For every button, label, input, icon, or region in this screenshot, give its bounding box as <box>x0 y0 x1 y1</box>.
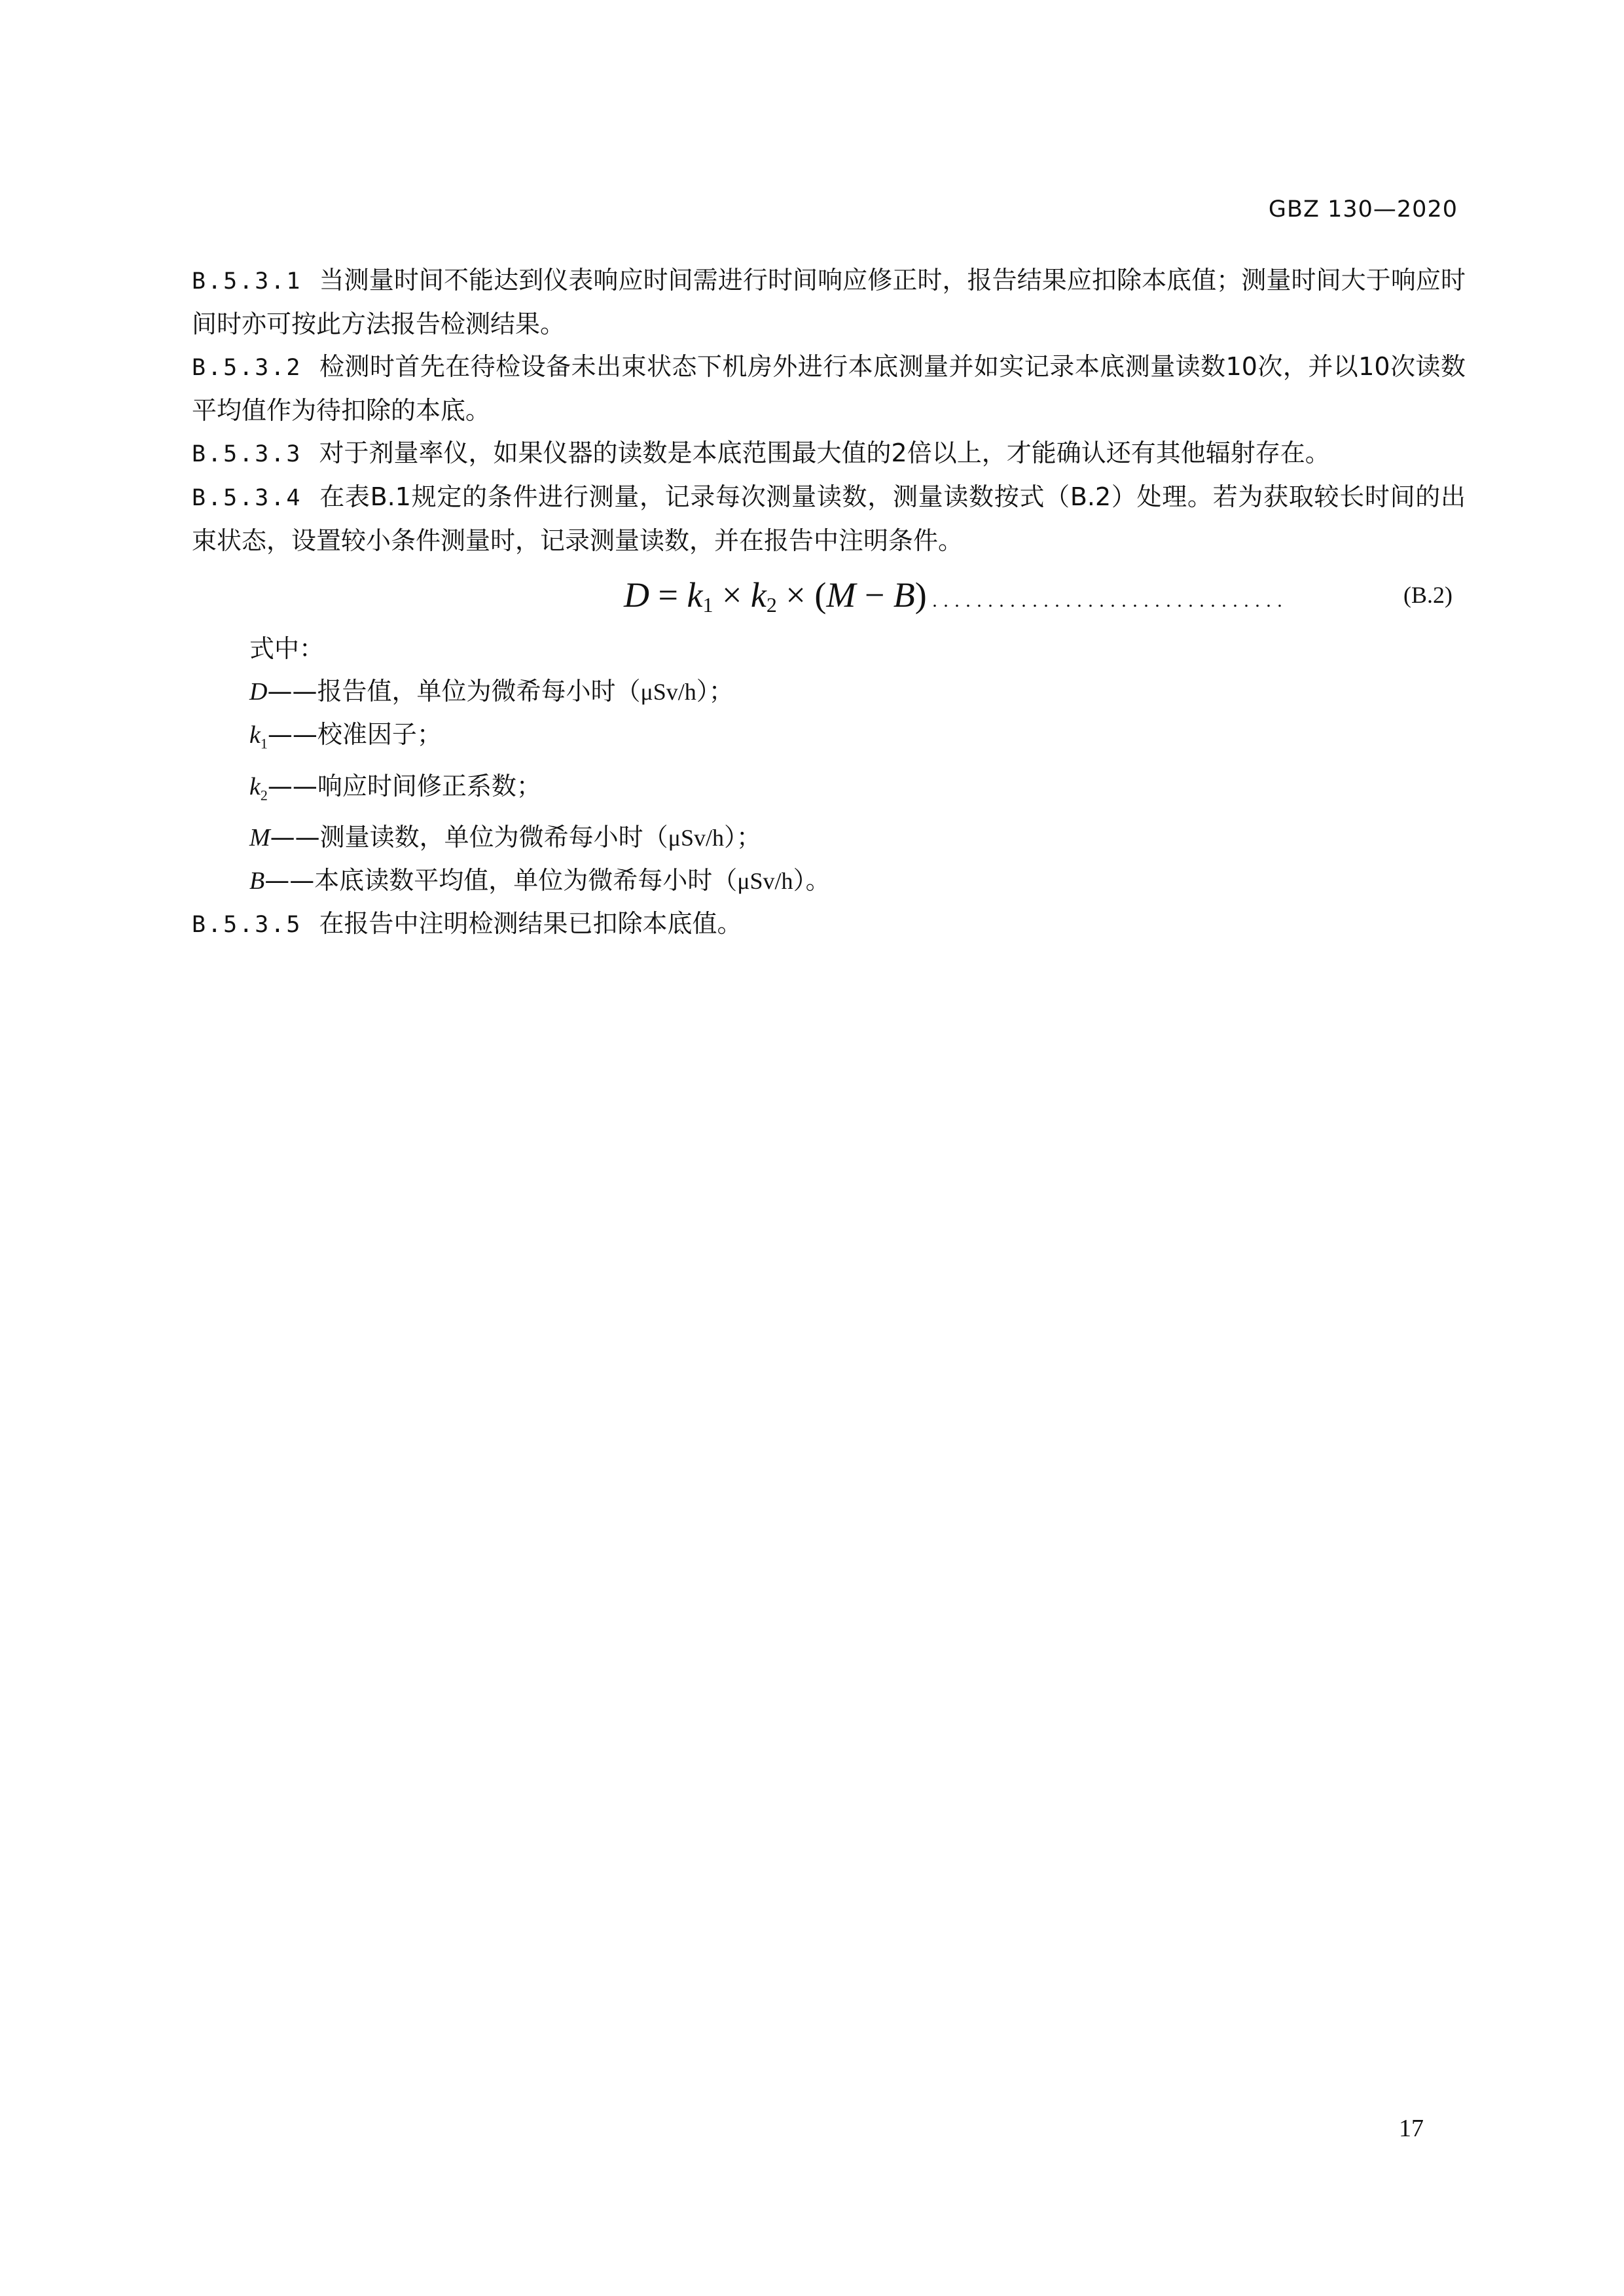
formula-times: × <box>713 575 751 615</box>
formula-close-paren: ) <box>914 575 927 615</box>
clause-b-5-3-5 <box>192 903 1466 946</box>
formula-number: (B.2) <box>1403 582 1453 608</box>
formula-b-2 <box>192 562 1466 628</box>
where-intro: 式中： <box>249 634 325 663</box>
page-number: 17 <box>1399 2115 1424 2142</box>
where-item-d: D——报告值，单位为微希每小时（μSv/h）； <box>249 677 734 706</box>
clause-number: B.5.3.3 <box>192 441 302 467</box>
where-item-m: M——测量读数，单位为微希每小时（μSv/h）； <box>249 823 762 852</box>
formula-leader-dots: . . . . . . . . . . . . . . . . . . . . . . . . . . . . . . . . <box>926 590 1283 611</box>
formula-expression <box>624 562 1283 637</box>
clause-b-5-3-1 <box>192 259 1466 346</box>
clause-text: 当测量时间不能达到仪表响应时间需进行时间响应修正时，报告结果应扣除本底值；测量时间大于响应时间时亦可按此方法报告检测结果。 <box>192 266 1466 338</box>
where-item-k2: $k_2——$响应时间修正系数； <box>249 771 541 804</box>
formula-open-paren: ( <box>814 575 827 615</box>
formula-m: M <box>826 575 856 615</box>
where-block <box>192 628 1466 903</box>
formula-d: D <box>624 575 649 615</box>
formula-k2: $k_2$ <box>750 575 777 617</box>
page-content <box>192 259 1466 946</box>
formula-b: B <box>893 575 915 615</box>
formula-equals: = <box>649 575 687 615</box>
clause-text: 在报告中注明检测结果已扣除本底值。 <box>319 909 742 939</box>
clause-b-5-3-3 <box>192 432 1466 476</box>
formula-k1: $k_1$ <box>687 575 713 617</box>
formula-minus: − <box>856 575 893 615</box>
clause-text: 对于剂量率仪，如果仪器的读数是本底范围最大值的2倍以上，才能确认还有其他辐射存在。 <box>319 439 1330 467</box>
clause-number: B.5.3.4 <box>192 485 302 511</box>
clause-text: 在表B.1规定的条件进行测量，记录每次测量读数，测量读数按式（B.2）处理。若为获取较长时间的出束状态，设置较小条件测量时，记录测量读数，并在报告中注明条件。 <box>192 482 1466 555</box>
standard-code: GBZ 130—2020 <box>1268 196 1458 223</box>
clause-number: B.5.3.1 <box>192 268 302 295</box>
clause-number: B.5.3.5 <box>192 912 302 939</box>
clause-text: 检测时首先在待检设备未出束状态下机房外进行本底测量并如实记录本底测量读数10次，并以10次读数平均值作为待扣除的本底。 <box>192 352 1466 425</box>
clause-b-5-3-2 <box>192 346 1466 432</box>
clause-b-5-3-4 <box>192 476 1466 562</box>
where-item-k1: $k_1——$校准因子； <box>249 720 442 752</box>
formula-times: × <box>776 575 815 615</box>
clause-number: B.5.3.2 <box>192 355 302 381</box>
where-item-b: B——本底读数平均值，单位为微希每小时（μSv/h）。 <box>249 866 831 895</box>
